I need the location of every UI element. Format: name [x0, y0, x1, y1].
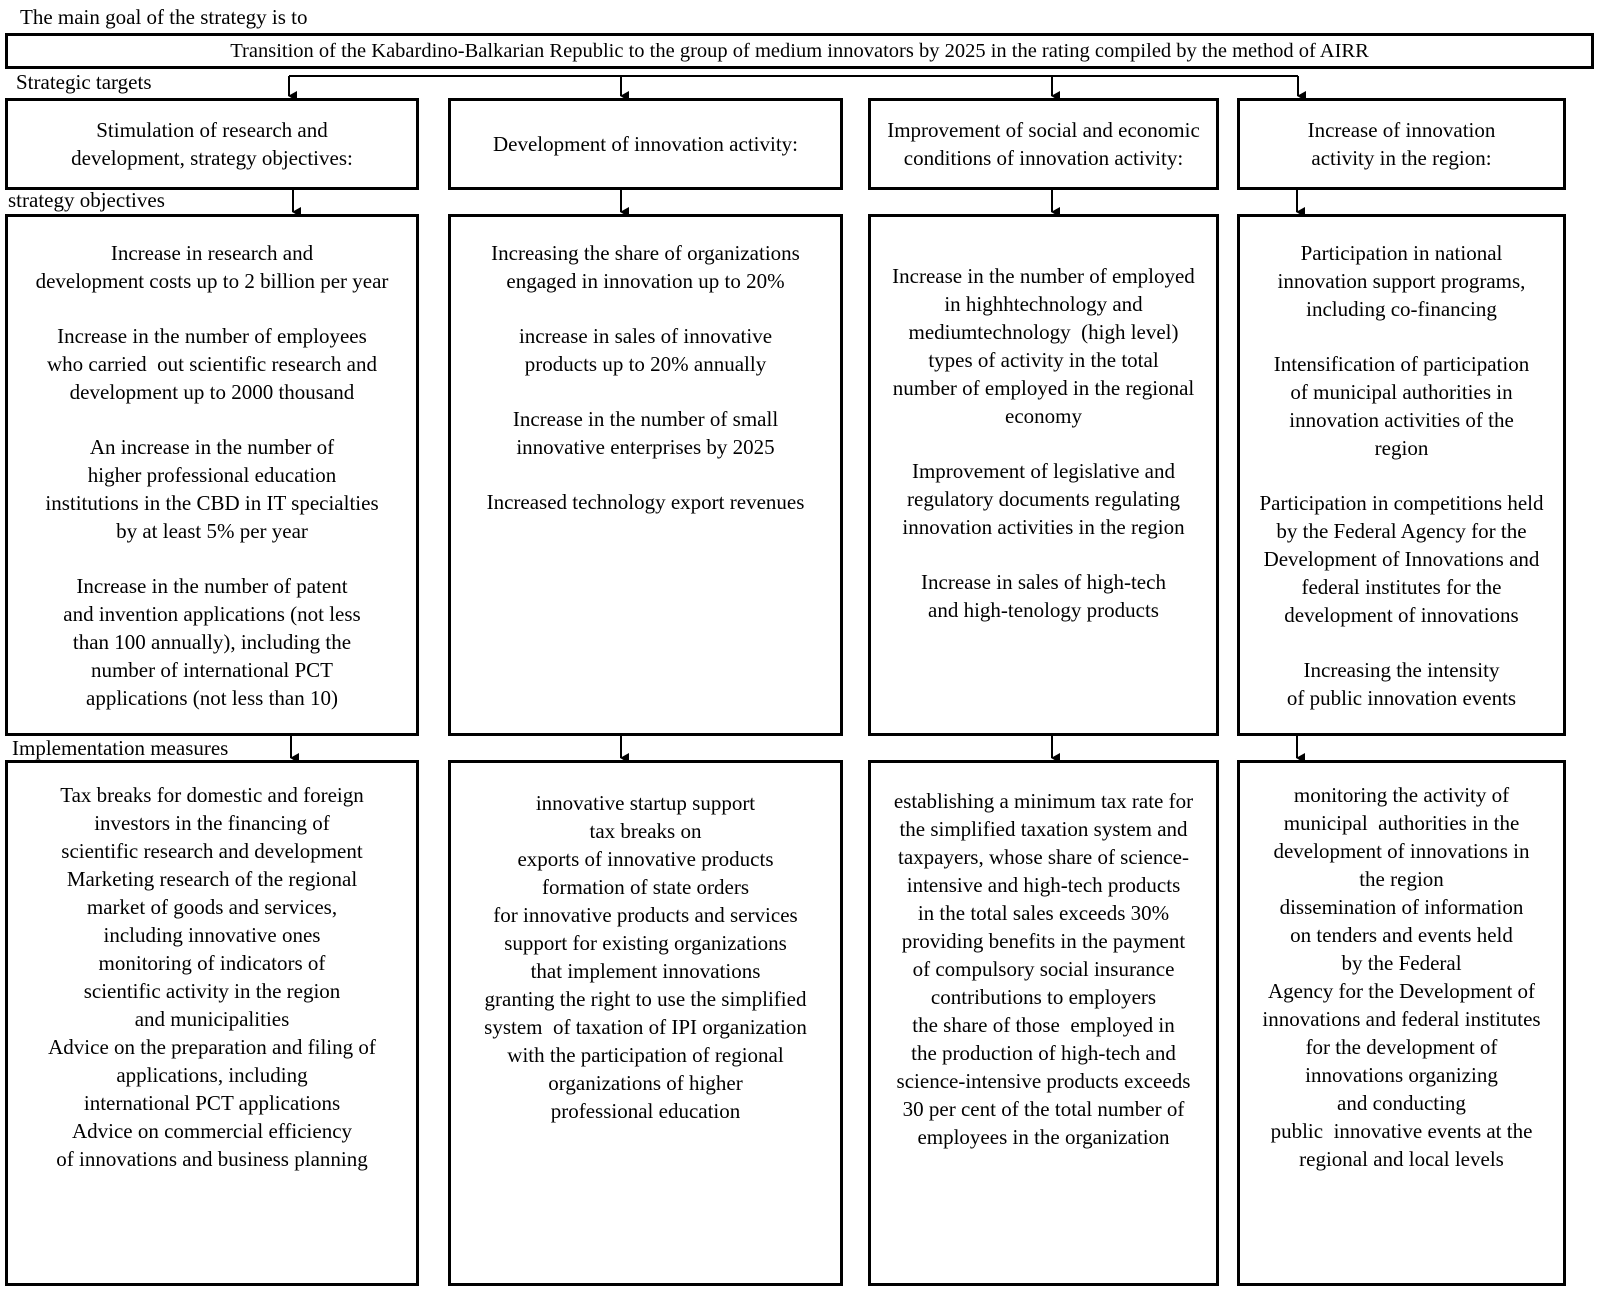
text-line: intensive and high-tech products [906, 873, 1181, 897]
text-line: innovative enterprises by 2025 [516, 435, 775, 459]
text-line: of compulsory social insurance [912, 957, 1175, 981]
text-line: Development of innovation activity: [492, 132, 798, 156]
text-line: organizations of higher [548, 1071, 743, 1095]
text-line: Advice on the preparation and filing of [48, 1035, 376, 1059]
text-line: engaged in innovation up to 20% [506, 269, 785, 293]
text-line: Agency for the Development of [1267, 979, 1536, 1003]
text-line: Increase in the number of employees [57, 323, 367, 348]
text-line: including innovative ones [103, 923, 321, 947]
text-line: taxpayers, whose share of science- [898, 845, 1189, 869]
text-line: employees in the organization [917, 1125, 1170, 1149]
strategic-targets-label: Strategic targets [16, 70, 152, 94]
text-line: including co-financing [1306, 296, 1497, 321]
text-line: Development of Innovations and [1263, 546, 1540, 571]
text-line: formation of state orders [541, 875, 750, 899]
text-line: applications (not less than 10) [86, 685, 338, 710]
text-line: for innovative products and services [493, 903, 798, 927]
text-line: with the participation of regional [507, 1043, 784, 1067]
text-line: establishing a minimum tax rate for [893, 789, 1194, 813]
text-line: by at least 5% per year [116, 518, 308, 543]
text-line: Increase in research and [110, 240, 314, 265]
text-line: regulatory documents regulating [907, 487, 1180, 511]
text-line: the production of high-tech and [911, 1041, 1176, 1065]
text-line: Intensification of participation [1273, 351, 1530, 376]
text-line: for the development of [1305, 1035, 1498, 1059]
text-line: scientific research and development [61, 839, 363, 863]
text-line: Participation in competitions held [1259, 490, 1544, 515]
text-line: scientific activity in the region [83, 979, 341, 1003]
text-line: the region [1359, 867, 1444, 891]
text-line: support for existing organizations [504, 931, 787, 955]
text-line: Tax breaks for domestic and foreign [60, 783, 364, 807]
text-line: applications, including [116, 1063, 308, 1087]
goal-text: Transition of the Kabardino-Balkarian Republic to the group of medium innovators by 2025 in the rating compiled by the method of AIRR [230, 40, 1369, 62]
text-line: products up to 20% annually [524, 352, 767, 376]
text-line: Increase of innovation [1307, 118, 1496, 142]
text-line: by the Federal [1341, 951, 1462, 975]
text-line: Improvement of legislative and [911, 459, 1175, 483]
text-line: investors in the financing of [94, 811, 330, 835]
text-line: innovations organizing [1305, 1063, 1498, 1087]
text-line: development of innovations in [1273, 839, 1530, 863]
text-line: region [1374, 435, 1429, 460]
text-line: public innovative events at the [1270, 1119, 1533, 1143]
text-line: mediumtechnology (high level) [908, 320, 1179, 344]
text-line: who carried out scientific research and [46, 351, 377, 376]
text-line: Increase in the number of small [512, 407, 779, 431]
text-line: regional and local levels [1299, 1147, 1504, 1171]
text-line: system of taxation of IPI organization [484, 1015, 807, 1039]
text-line: 30 per cent of the total number of [902, 1097, 1185, 1121]
text-line: professional education [550, 1099, 741, 1123]
text-line: innovative startup support [535, 791, 756, 815]
text-line: development up to 2000 thousand [69, 379, 355, 404]
text-line: Increase in sales of high-tech [921, 570, 1166, 594]
implementation-measures-label: Implementation measures [12, 736, 229, 760]
text-line: municipal authorities in the [1283, 811, 1520, 835]
text-line: science-intensive products exceeds [896, 1069, 1191, 1093]
text-line: economy [1005, 404, 1082, 428]
text-line: monitoring of indicators of [98, 951, 326, 975]
text-line: and invention applications (not less [63, 601, 361, 626]
text-line: the share of those employed in [912, 1013, 1175, 1037]
text-line: Increase in the number of employed [892, 264, 1195, 288]
text-line: contributions to employers [930, 985, 1157, 1009]
text-line: Marketing research of the regional [66, 867, 358, 891]
text-line: tax breaks on [589, 819, 702, 843]
text-line: types of activity in the total [928, 348, 1159, 372]
text-line: innovation activities of the [1289, 407, 1514, 432]
text-line: and municipalities [134, 1007, 290, 1031]
text-line: Advice on commercial efficiency [71, 1119, 353, 1143]
text-line: in the total sales exceeds 30% [917, 901, 1170, 925]
text-line: Participation in national [1300, 240, 1503, 265]
text-line: innovation support programs, [1277, 268, 1526, 293]
text-line: and conducting [1337, 1091, 1466, 1115]
text-line: development costs up to 2 billion per year [35, 268, 389, 293]
text-line: exports of innovative products [517, 847, 774, 871]
text-line: activity in the region: [1311, 146, 1492, 170]
text-line: than 100 annually), including the [72, 629, 352, 654]
text-line: Increased technology export revenues [486, 490, 805, 514]
text-line: Increasing the share of organizations [491, 241, 800, 265]
text-line: Improvement of social and economic [887, 118, 1200, 142]
text-line: the simplified taxation system and [899, 817, 1188, 841]
text-line: on tenders and events held [1290, 923, 1513, 947]
text-line: increase in sales of innovative [518, 324, 773, 348]
text-line: Increase in the number of patent [76, 573, 348, 598]
text-line: and high-tenology products [928, 598, 1159, 622]
text-line: number of employed in the regional [892, 376, 1195, 400]
text-line: that implement innovations [530, 959, 761, 983]
text-line: Increasing the intensity [1303, 657, 1500, 682]
text-line: market of goods and services, [86, 895, 338, 919]
text-line: institutions in the CBD in IT specialties [45, 490, 379, 515]
text-line: Stimulation of research and [96, 118, 328, 142]
text-line: in highhtechnology and [944, 292, 1143, 316]
text-line: by the Federal Agency for the [1276, 518, 1527, 543]
text-line: granting the right to use the simplified [484, 987, 807, 1011]
text-line: dissemination of information [1279, 895, 1524, 919]
text-line: of innovations and business planning [56, 1147, 368, 1171]
text-line: of public innovation events [1286, 685, 1517, 710]
text-line: An increase in the number of [89, 434, 335, 459]
text-line: number of international PCT [90, 657, 334, 682]
text-line: federal institutes for the [1301, 574, 1502, 599]
text-line: international PCT applications [83, 1091, 341, 1115]
text-line: higher professional education [87, 462, 337, 487]
text-line: providing benefits in the payment [901, 929, 1186, 953]
text-line: innovation activities in the region [902, 515, 1185, 539]
strategy-objectives-label: strategy objectives [8, 188, 165, 212]
text-line: monitoring the activity of [1293, 783, 1510, 807]
text-line: development of innovations [1284, 602, 1519, 627]
text-line: development, strategy objectives: [71, 146, 353, 170]
text-line: innovations and federal institutes [1262, 1007, 1541, 1031]
text-line: of municipal authorities in [1290, 379, 1513, 404]
main-goal-label: The main goal of the strategy is to [20, 5, 308, 29]
text-line: conditions of innovation activity: [903, 146, 1184, 170]
